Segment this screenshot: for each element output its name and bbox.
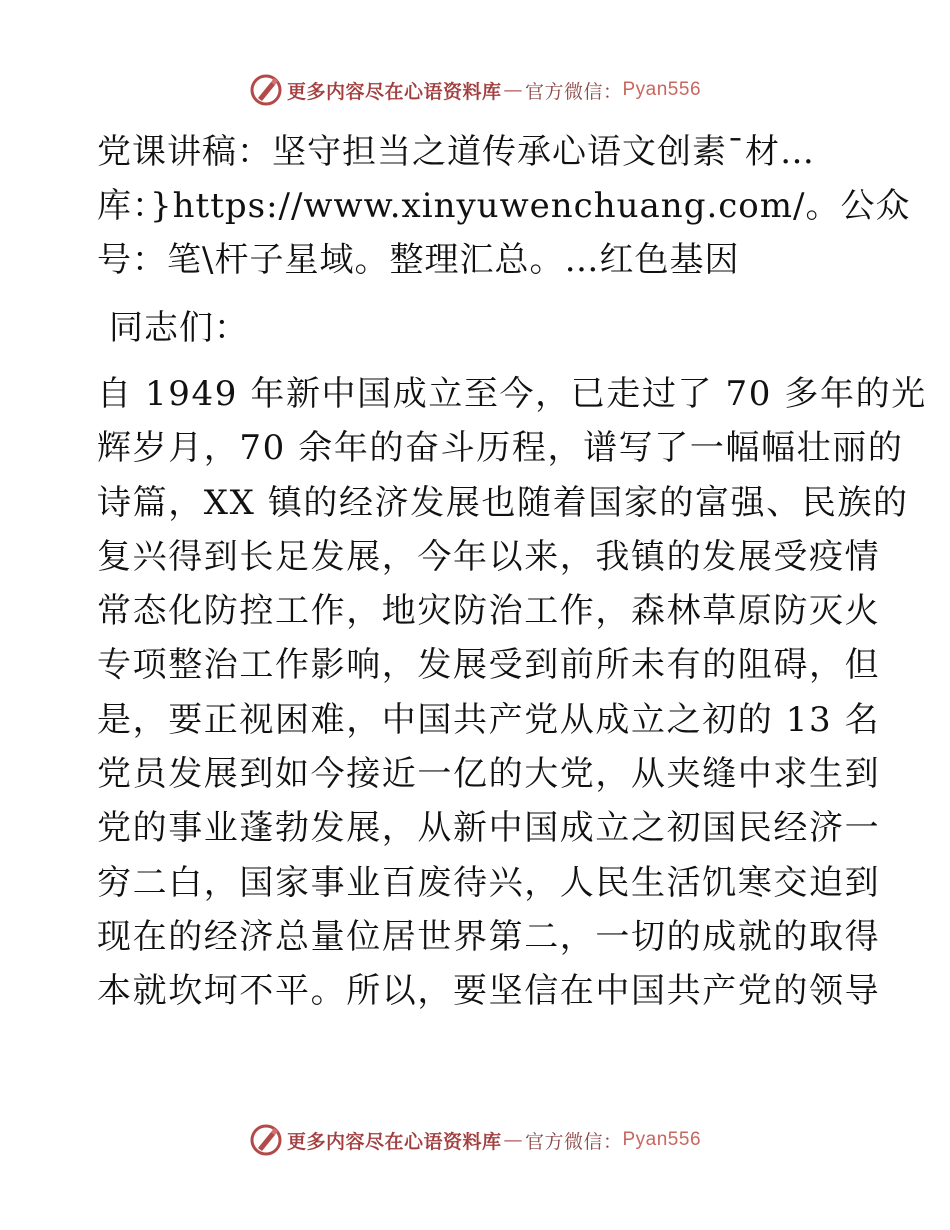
body-line: 本就坎坷不平。所以，要坚信在中国共产党的领导 — [97, 971, 881, 1012]
body-line: 辉岁月，70 余年的奋斗历程，谱写了一幅幅壮丽的 — [97, 428, 904, 469]
body-line: 是，要正视困难，中国共产党从成立之初的 13 名 — [97, 699, 881, 740]
body-line: 党的事业蓬勃发展，从新中国成立之初国民经济一 — [97, 808, 881, 849]
watermark-dash: — — [503, 79, 523, 101]
body-line: 复兴得到长足发展，今年以来，我镇的发展受疫情 — [97, 536, 881, 577]
watermark-dash: — — [503, 1129, 523, 1151]
title-line: 库：}https://www.xinyuwenchuang.com/。公众 — [97, 186, 911, 226]
watermark-wechat-id: Pyan556 — [622, 79, 702, 100]
greeting: 同志们： — [109, 308, 249, 348]
watermark-brand: 更多内容尽在心语资料库 — [286, 1130, 502, 1153]
body-paragraph — [97, 367, 927, 1019]
body-line: 专项整治工作影响，发展受到前所未有的阻碍，但 — [97, 645, 881, 686]
watermark-wechat-id: Pyan556 — [622, 1129, 702, 1150]
watermark-brand: 更多内容尽在心语资料库 — [286, 80, 502, 103]
body-line: 常态化防控工作，地灾防治工作，森林草原防灭火 — [97, 591, 881, 632]
watermark-label: 官方微信： — [524, 1130, 623, 1153]
body-line: 诗篇，XX 镇的经济发展也随着国家的富强、民族的 — [97, 482, 909, 523]
pen-logo-icon — [249, 73, 283, 107]
body-line: 穷二白，国家事业百废待兴，人民生活饥寒交迫到 — [97, 862, 881, 903]
title-line: 号：笔\杆子星域。整理汇总。…红色基因 — [97, 240, 740, 280]
body-line: 现在的经济总量位居世界第二，一切的成就的取得 — [97, 916, 881, 957]
watermark-header — [0, 70, 950, 110]
body-line: 党员发展到如今接近一亿的大党，从夹缝中求生到 — [97, 754, 881, 795]
pen-logo-icon — [249, 1123, 283, 1157]
body-line: 自 1949 年新中国成立至今，已走过了 70 多年的光 — [97, 374, 927, 414]
watermark-footer — [0, 1120, 950, 1160]
document-title — [97, 125, 911, 287]
document-content — [97, 125, 927, 1019]
watermark-label: 官方微信： — [524, 80, 623, 103]
title-line: 党课讲稿：坚守担当之道传承心语文创素¯材… — [97, 132, 815, 172]
